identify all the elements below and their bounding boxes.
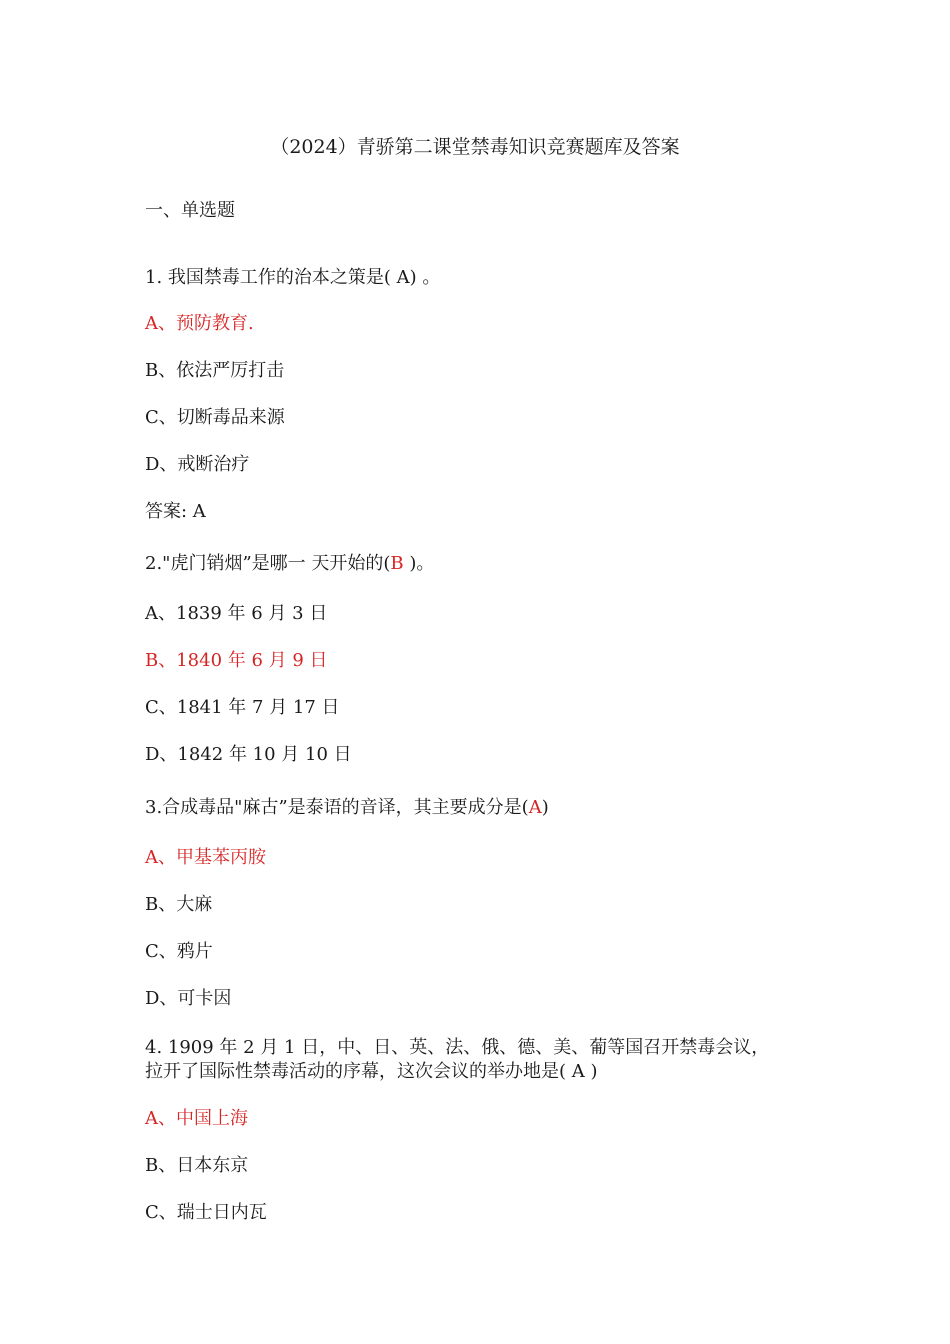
section-heading: 一、单选题 bbox=[145, 200, 235, 221]
q2-question-suffix: )。 bbox=[403, 553, 435, 574]
q4-option-c: C、瑞士日内瓦 bbox=[145, 1202, 267, 1223]
question-4-line-1: 4. 1909 年 2 月 1 日，中、日、英、法、俄、德、美、葡等国召开禁毒会议， bbox=[145, 1037, 770, 1058]
q3-inline-answer: A bbox=[528, 797, 542, 818]
q1-option-d: D、戒断治疗 bbox=[145, 454, 250, 475]
q3-question-prefix: 3.合成毒品"麻古”是泰语的音译，其主要成分是( bbox=[145, 797, 529, 818]
q3-option-d: D、可卡因 bbox=[145, 988, 232, 1009]
q3-option-a-correct: A、甲基苯丙胺 bbox=[145, 847, 266, 868]
q2-option-c: C、1841 年 7 月 17 日 bbox=[145, 697, 340, 718]
q1-option-b: B、依法严厉打击 bbox=[145, 360, 285, 381]
question-3 bbox=[145, 795, 549, 821]
q2-question-prefix: 2."虎门销烟”是哪一 天开始的( bbox=[145, 553, 391, 574]
q2-inline-answer: B bbox=[390, 553, 404, 574]
q4-option-a-correct: A、中国上海 bbox=[145, 1108, 248, 1129]
q3-option-b: B、大麻 bbox=[145, 894, 213, 915]
question-2 bbox=[145, 551, 434, 577]
q1-option-a-correct: A、预防教育. bbox=[145, 313, 254, 334]
q3-question-suffix: ) bbox=[541, 797, 549, 818]
q2-option-d: D、1842 年 10 月 10 日 bbox=[145, 744, 352, 765]
document-title: （2024）青骄第二课堂禁毒知识竞赛题库及答案 bbox=[270, 136, 680, 158]
q4-option-b: B、日本东京 bbox=[145, 1155, 249, 1176]
q2-option-b-correct: B、1840 年 6 月 9 日 bbox=[145, 650, 328, 671]
q3-option-c: C、鸦片 bbox=[145, 941, 213, 962]
q2-option-a: A、1839 年 6 月 3 日 bbox=[145, 603, 328, 624]
question-4-line-2: 拉开了国际性禁毒活动的序幕，这次会议的举办地是( A ) bbox=[145, 1061, 598, 1082]
q1-option-c: C、切断毒品来源 bbox=[145, 407, 285, 428]
q1-answer: 答案: A bbox=[145, 501, 206, 522]
question-1: 1. 我国禁毒工作的治本之策是( A) 。 bbox=[145, 267, 441, 288]
